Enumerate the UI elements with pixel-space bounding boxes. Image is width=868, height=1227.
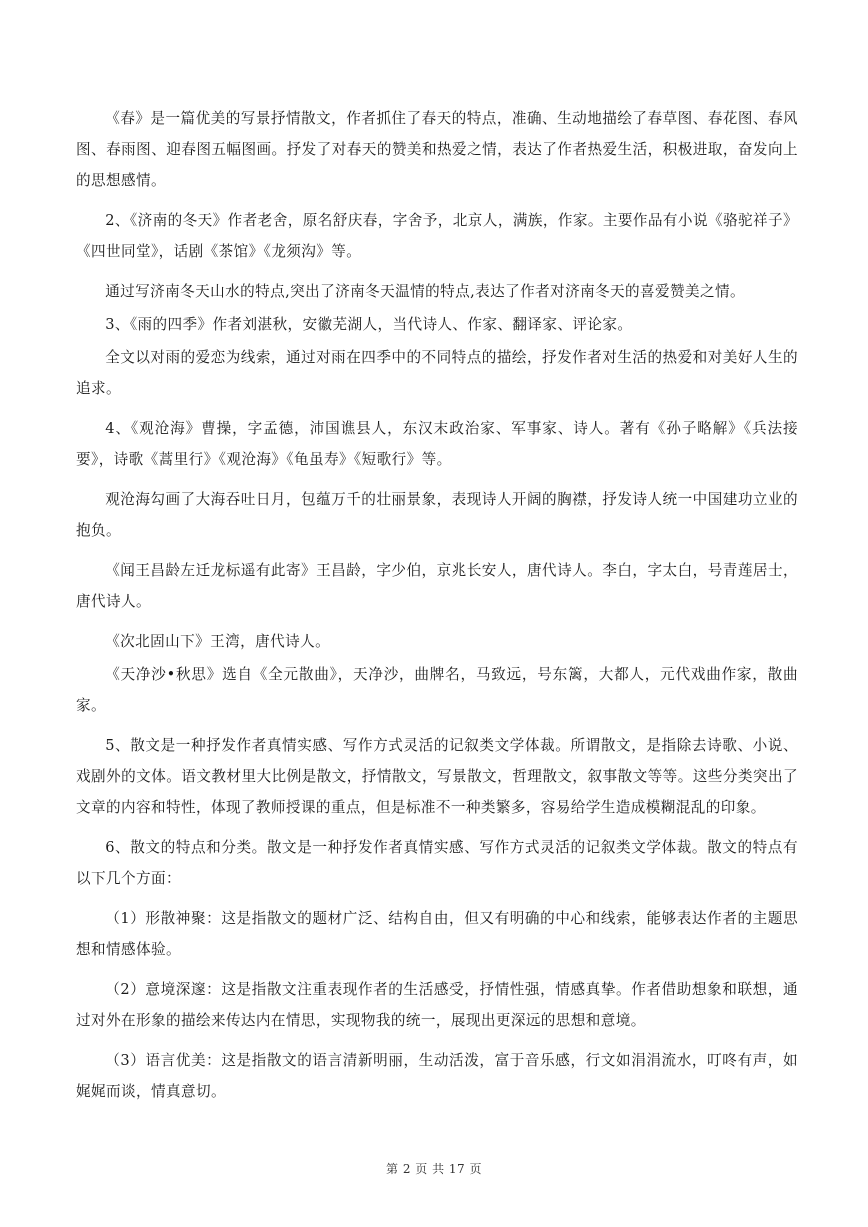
page-number-footer: 第 2 页 共 17 页	[386, 1162, 482, 1176]
paragraph-sanwen-definition: 5、散文是一种抒发作者真情实感、写作方式灵活的记叙类文学体裁。所谓散文，是指除去诗歌、小说、戏剧外的文体。语文教材里大比例是散文，抒情散文，写景散文，哲理散文，叙事散文等等。这些分类突出了文章的内容和特性，体现了教师授课的重点，但是标准不一种类繁多，容易给学生造成模糊混乱的印象。	[76, 737, 798, 816]
paragraph-cibeigushan: 《次北固山下》王湾，唐代诗人。	[105, 633, 331, 650]
paragraph-feature-1: （1）形散神聚：这是指散文的题材广泛、结构自由，但又有明确的中心和线索，能够表达作者的主题思想和情感体验。	[76, 910, 798, 958]
paragraph-wenwangchangling: 《闻王昌龄左迁龙标遥有此寄》王昌龄，字少伯，京兆长安人，唐代诗人。李白，字太白，号青莲居士，唐代诗人。	[76, 562, 798, 610]
paragraph-yu-author: 3、《雨的四季》作者刘湛秋，安徽芜湖人，当代诗人、作家、翻译家、评论家。	[105, 316, 633, 333]
paragraph-feature-3: （3）语言优美：这是指散文的语言清新明丽，生动活泼，富于音乐感，行文如涓涓流水，叮咚有声，如娓娓而谈，情真意切。	[76, 1052, 798, 1100]
paragraph-feature-2: （2）意境深邃：这是指散文注重表现作者的生活感受，抒情性强，情感真挚。作者借助想象和联想，通过对外在形象的描绘来传达内在情思，实现物我的统一，展现出更深远的思想和意境。	[76, 981, 798, 1029]
paragraph-sanwen-features: 6、散文的特点和分类。散文是一种抒发作者真情实感、写作方式灵活的记叙类文学体裁。散文的特点有以下几个方面：	[76, 839, 798, 887]
paragraph-chun-summary: 《春》是一篇优美的写景抒情散文，作者抓住了春天的特点，准确、生动地描绘了春草图、春花图、春风图、春雨图、迎春图五幅图画。抒发了对春天的赞美和热爱之情，表达了作者热爱生活，积极进取，奋发向上的思想感情。	[76, 110, 798, 189]
paragraph-yu-summary: 全文以对雨的爱恋为线索，通过对雨在四季中的不同特点的描绘，抒发作者对生活的热爱和对美好人生的追求。	[76, 349, 798, 397]
document-body	[76, 103, 798, 1116]
paragraph-jinan-summary: 通过写济南冬天山水的特点,突出了济南冬天温情的特点,表达了作者对济南冬天的喜爱赞美之情。	[105, 283, 746, 300]
paragraph-guancanghai-summary: 观沧海勾画了大海吞吐日月，包蕴万千的壮丽景象，表现诗人开阔的胸襟，抒发诗人统一中国建功立业的抱负。	[76, 491, 798, 539]
paragraph-tianjingsha: 《天净沙•秋思》选自《全元散曲》，天净沙，曲牌名，马致远，号东篱，大都人，元代戏曲作家，散曲家。	[76, 666, 798, 714]
paragraph-guancanghai-author: 4、《观沧海》曹操，字孟德，沛国谯县人，东汉末政治家、军事家、诗人。著有《孙子略解》《兵法接要》，诗歌《蒿里行》《观沧海》《龟虽寿》《短歌行》等。	[76, 420, 798, 468]
paragraph-jinan-author: 2、《济南的冬天》作者老舍，原名舒庆春，字舍予，北京人，满族，作家。主要作品有小说《骆驼祥子》《四世同堂》，话剧《茶馆》《龙须沟》等。	[76, 212, 798, 260]
